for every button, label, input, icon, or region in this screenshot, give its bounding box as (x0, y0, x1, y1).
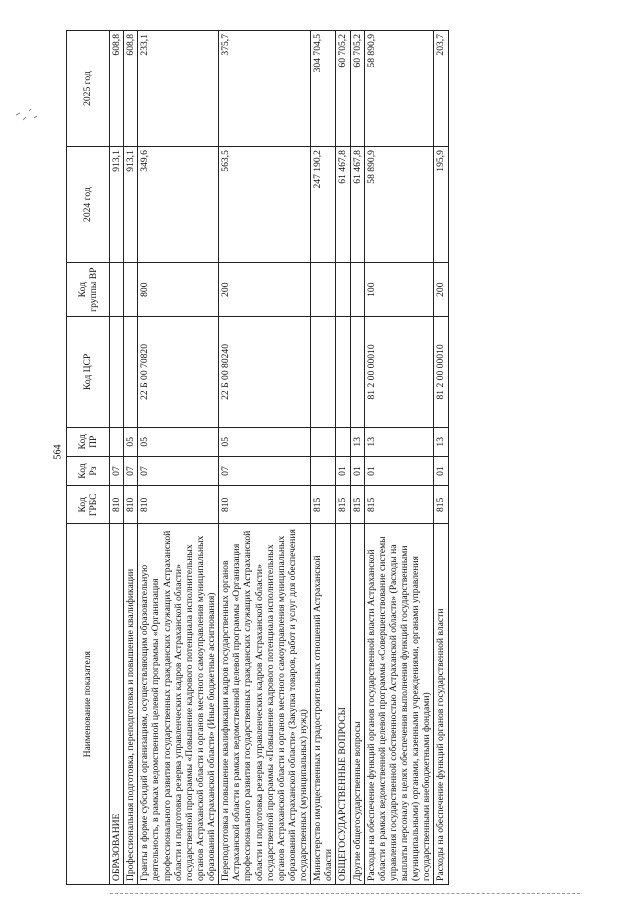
row-vr (110, 263, 124, 317)
row-2024: 58 890,9 (364, 147, 434, 263)
row-2024: 563,5 (219, 147, 311, 263)
row-pr: 05 (219, 427, 311, 456)
table-header-row (67, 31, 110, 885)
header-name: Наименование показателя (67, 524, 110, 885)
header-grbs: Код ГРБС (67, 486, 110, 524)
row-name: ОБЩЕГОСУДАРСТВЕННЫЕ ВОПРОСЫ (336, 524, 350, 885)
row-rz: 01 (434, 456, 448, 485)
row-grbs: 815 (311, 486, 336, 524)
row-name: Профессиональная подготовка, переподготовка и повышение квалификации (124, 524, 138, 885)
row-2025: 608,8 (124, 31, 138, 147)
row-2025: 60 705,2 (336, 31, 350, 147)
row-rz: 07 (124, 456, 138, 485)
table-row (350, 31, 364, 885)
row-pr: 05 (138, 427, 219, 456)
row-rz: 07 (110, 456, 124, 485)
row-pr: 05 (124, 427, 138, 456)
row-grbs: 815 (336, 486, 350, 524)
table-row (124, 31, 138, 885)
header-rz: Код Рз (67, 456, 110, 485)
row-2024: 913,1 (124, 147, 138, 263)
row-pr: 13 (350, 427, 364, 456)
table-row (336, 31, 350, 885)
row-vr (311, 263, 336, 317)
row-pr (110, 427, 124, 456)
row-2025: 60 705,2 (350, 31, 364, 147)
row-name: Переподготовка и повышение квалификации кадров государственных органов Астраханской области в рамках ведомственной целевой программы «Организация профессионального развития государственных гражданских служащих Астраханской области и подготовка резерва управленческих кадров Астраханской области» государственной программы «Повышение кадрового потенциала исполнительных органов Астраханской области и органов местного самоуправления муниципальных образований Астраханской области» (Закупка товаров, работ и услуг для обеспечения государственных (муниципальных) нужд) (219, 524, 311, 885)
row-csr (311, 317, 336, 427)
row-vr: 800 (138, 263, 219, 317)
row-csr (336, 317, 350, 427)
row-rz: 01 (350, 456, 364, 485)
row-2024: 61 467,8 (336, 147, 350, 263)
row-2024: 913,1 (110, 147, 124, 263)
row-grbs: 810 (110, 486, 124, 524)
row-name: Министерство имущественных и градостроительных отношений Астраханской области (311, 524, 336, 885)
table-row (110, 31, 124, 885)
row-2025: 233,1 (138, 31, 219, 147)
row-vr: 100 (364, 263, 434, 317)
row-vr (124, 263, 138, 317)
row-csr (124, 317, 138, 427)
row-2025: 375,7 (219, 31, 311, 147)
row-csr: 81 2 00 00010 (364, 317, 434, 427)
table-row (138, 31, 219, 885)
row-rz: 07 (138, 456, 219, 485)
row-name: ОБРАЗОВАНИЕ (110, 524, 124, 885)
row-rz: 01 (364, 456, 434, 485)
header-2025: 2025 год (67, 31, 110, 147)
page-number: 564 (52, 444, 64, 460)
row-vr: 200 (434, 263, 448, 317)
table-row (219, 31, 311, 885)
row-pr: 13 (364, 427, 434, 456)
header-csr: Код ЦСР (67, 317, 110, 427)
header-vr: Код группы ВР (67, 263, 110, 317)
table-row (434, 31, 448, 885)
row-name: Расходы на обеспечение функций органов государственной власти (434, 524, 448, 885)
row-2024: 195,9 (434, 147, 448, 263)
row-csr (110, 317, 124, 427)
scan-edge-line (110, 893, 580, 894)
row-rz (311, 456, 336, 485)
row-grbs: 815 (350, 486, 364, 524)
row-grbs: 810 (124, 486, 138, 524)
row-csr: 22 Б 00 70820 (138, 317, 219, 427)
row-csr (350, 317, 364, 427)
row-2025: 608,8 (110, 31, 124, 147)
row-csr: 81 2 00 00010 (434, 317, 448, 427)
row-grbs: 810 (219, 486, 311, 524)
row-2025: 304 704,5 (311, 31, 336, 147)
header-2024: 2024 год (67, 147, 110, 263)
row-2024: 349,6 (138, 147, 219, 263)
row-grbs: 815 (364, 486, 434, 524)
row-pr (336, 427, 350, 456)
row-vr: 200 (219, 263, 311, 317)
table-row (311, 31, 336, 885)
rotated-page (66, 30, 606, 885)
row-name: Гранты в форме субсидий организациям, осуществляющим образовательную деятельность, в рамках ведомственной целевой программы «Организация профессионального развития государственных гражданских служащих Астраханской области и подготовка резерва управленческих кадров Астраханской области» государственной программы «Повышение кадрового потенциала исполнительных органов Астраханской области и органов местного самоуправления муниципальных образований Астраханской области» (Иные бюджетные ассигнования) (138, 524, 219, 885)
row-2024: 247 190,2 (311, 147, 336, 263)
row-name: Другие общегосударственные вопросы (350, 524, 364, 885)
pen-mark-scribble (14, 105, 40, 125)
row-grbs: 810 (138, 486, 219, 524)
budget-table (66, 30, 449, 885)
row-rz: 07 (219, 456, 311, 485)
row-csr: 22 Б 00 80240 (219, 317, 311, 427)
row-name: Расходы на обеспечение функций органов государственной власти Астраханской области в рамках ведомственной целевой программы «Совершенствование системы управления государственной собственностью Астраханской области» (Расходы на выплаты персоналу в целях обеспечения выполнения функций государственными (муниципальными) органами, казенными учреждениями, органами управления государственными внебюджетными фондами) (364, 524, 434, 885)
row-pr (311, 427, 336, 456)
row-vr (350, 263, 364, 317)
table-row (364, 31, 434, 885)
row-2024: 61 467,8 (350, 147, 364, 263)
row-rz: 01 (336, 456, 350, 485)
row-grbs: 815 (434, 486, 448, 524)
row-2025: 203,7 (434, 31, 448, 147)
row-pr: 13 (434, 427, 448, 456)
row-vr (336, 263, 350, 317)
header-pr: Код ПР (67, 427, 110, 456)
row-2025: 58 890,9 (364, 31, 434, 147)
